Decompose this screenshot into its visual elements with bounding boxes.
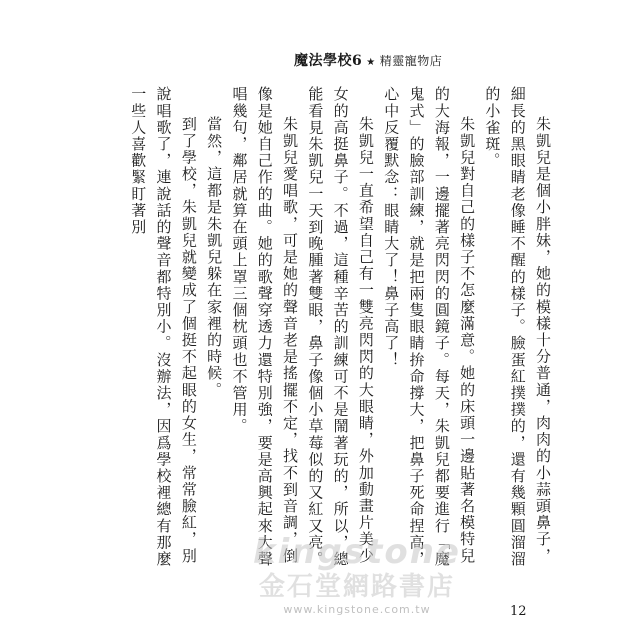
body-text [100, 86, 555, 574]
star-separator: ★ [366, 57, 376, 68]
watermark-url: www.kingstone.com.tw [283, 603, 431, 616]
running-head [294, 50, 554, 70]
paragraph: 朱凱兒一直希望自己有一雙亮閃閃的大眼睛，外加動畫片美少女的高挺鼻子。不過，這種辛苦的訓練可不是鬧著玩的，所以，總能看見朱凱兒一天到晚腫著雙眼，鼻子像個小草莓似的又紅又亮。 [306, 86, 375, 568]
paragraph: 朱凱兒對自己的樣子不怎麼滿意。她的床頭一邊貼著名模特兒的大海報，一邊擺著亮閃閃的圓鏡子。每天，朱凱兒都要進行「魔鬼式」的臉部訓練，就是把兩隻眼睛拚命撐大，把鼻子死命捏高，心中反覆默念：眼睛大了！鼻子高了！ [382, 86, 477, 568]
book-title: 魔法學校6 [294, 53, 363, 69]
watermark-brand-en: kingstone [253, 532, 461, 572]
book-page [60, 12, 578, 628]
paragraph: 到了學校，朱凱兒就變成了個挺不起眼的女生，常常臉紅，別說唱歌了，連說話的聲音都特別小。沒辦法，因爲學校裡總有那麼一些人喜歡緊盯著別 [129, 86, 198, 568]
watermark-brand-zh: 金石堂網路書店 [258, 572, 455, 602]
chapter-title: 精靈寵物店 [379, 54, 443, 68]
paragraph: 朱凱兒是個小胖妹，她的模樣十分普通，肉肉的小蒜頭鼻子，細長的黑眼睛老像睡不醒的樣子。臉蛋紅撲撲的，還有幾顆圓溜溜的小雀斑。 [483, 86, 552, 568]
paragraph: 朱凱兒愛唱歌，可是她的聲音老是搖擺不定，找不到音調，倒像是她自己作的曲。她的歌聲穿透力還特別強，要是高興起來大聲唱幾句，鄰居就算在頭上罩三個枕頭也不管用。 [230, 86, 300, 568]
page-number: 12 [510, 604, 527, 619]
paragraph: 當然，這都是朱凱兒躲在家裡的時候。 [205, 116, 224, 399]
